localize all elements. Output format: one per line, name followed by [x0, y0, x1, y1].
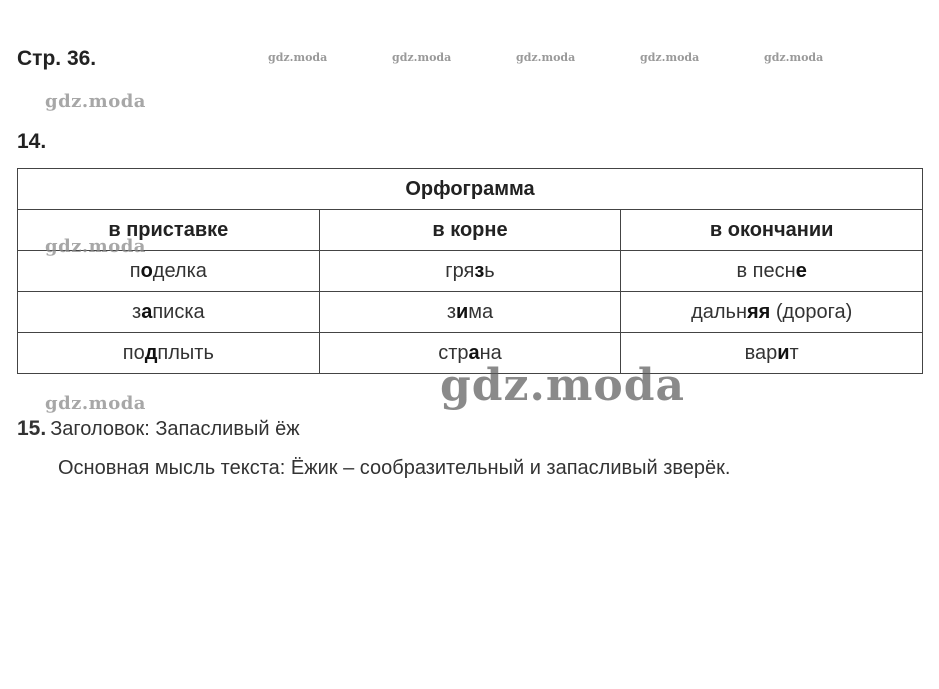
highlighted-letter: о	[140, 259, 153, 282]
watermark-big: gdz.moda	[440, 360, 686, 411]
table-header-row	[18, 210, 923, 251]
word-part: делка	[152, 259, 207, 282]
highlighted-letter: з	[474, 259, 485, 282]
watermark-top-3: gdz.moda	[516, 51, 576, 64]
word-part: вар	[744, 341, 778, 364]
table-cell	[621, 251, 923, 292]
watermark-top-5: gdz.moda	[764, 51, 824, 64]
task-15-title: Заголовок: Запасливый ёж	[50, 418, 300, 440]
word-part: (дорога)	[770, 300, 853, 323]
watermark-top-1: gdz.moda	[268, 51, 328, 64]
watermark-side-2: gdz.moda	[45, 236, 146, 257]
word-part: т	[789, 341, 799, 364]
table-cell	[319, 292, 621, 333]
table-row	[18, 292, 923, 333]
word-part: з	[132, 300, 142, 323]
word-part: на	[479, 341, 502, 364]
word-part: плыть	[157, 341, 214, 364]
table-title: Орфограмма	[18, 169, 923, 210]
word-part: по	[122, 341, 145, 364]
task-14-number: 14.	[17, 130, 47, 153]
word-part: дальн	[691, 300, 747, 323]
main-idea-text: Основная мысль текста: Ёжик – сообразительный и запасливый зверёк.	[58, 457, 731, 479]
highlighted-letter: а	[468, 341, 480, 364]
word-part: з	[446, 300, 456, 323]
column-header-prefix: в приставке	[18, 210, 320, 251]
watermark-top-4: gdz.moda	[640, 51, 700, 64]
column-header-ending: в окончании	[621, 210, 923, 251]
task-15-title-line	[17, 417, 300, 441]
word-part: стр	[438, 341, 469, 364]
watermark-top-2: gdz.moda	[392, 51, 452, 64]
table-row	[18, 251, 923, 292]
word-part: писка	[152, 300, 205, 323]
highlighted-letter: яя	[747, 300, 771, 323]
highlighted-letter: и	[777, 341, 790, 364]
page-heading: Стр. 36.	[17, 47, 97, 70]
table-cell	[319, 251, 621, 292]
table-cell	[621, 292, 923, 333]
word-part: п	[129, 259, 141, 282]
word-part: в песн	[736, 259, 796, 282]
highlighted-letter: д	[144, 341, 158, 364]
highlighted-letter: а	[141, 300, 153, 323]
table-title-row	[18, 169, 923, 210]
table-cell	[18, 333, 320, 374]
word-part: ь	[484, 259, 495, 282]
table-cell	[18, 292, 320, 333]
word-part: гря	[445, 259, 475, 282]
orthogram-table	[17, 168, 923, 374]
column-header-root: в корне	[319, 210, 621, 251]
word-part: ма	[468, 300, 494, 323]
watermark-side-3: gdz.moda	[45, 393, 146, 414]
watermark-side-1: gdz.moda	[45, 91, 146, 112]
highlighted-letter: е	[795, 259, 807, 282]
highlighted-letter: и	[455, 300, 469, 323]
task-15-number: 15.	[17, 417, 47, 440]
